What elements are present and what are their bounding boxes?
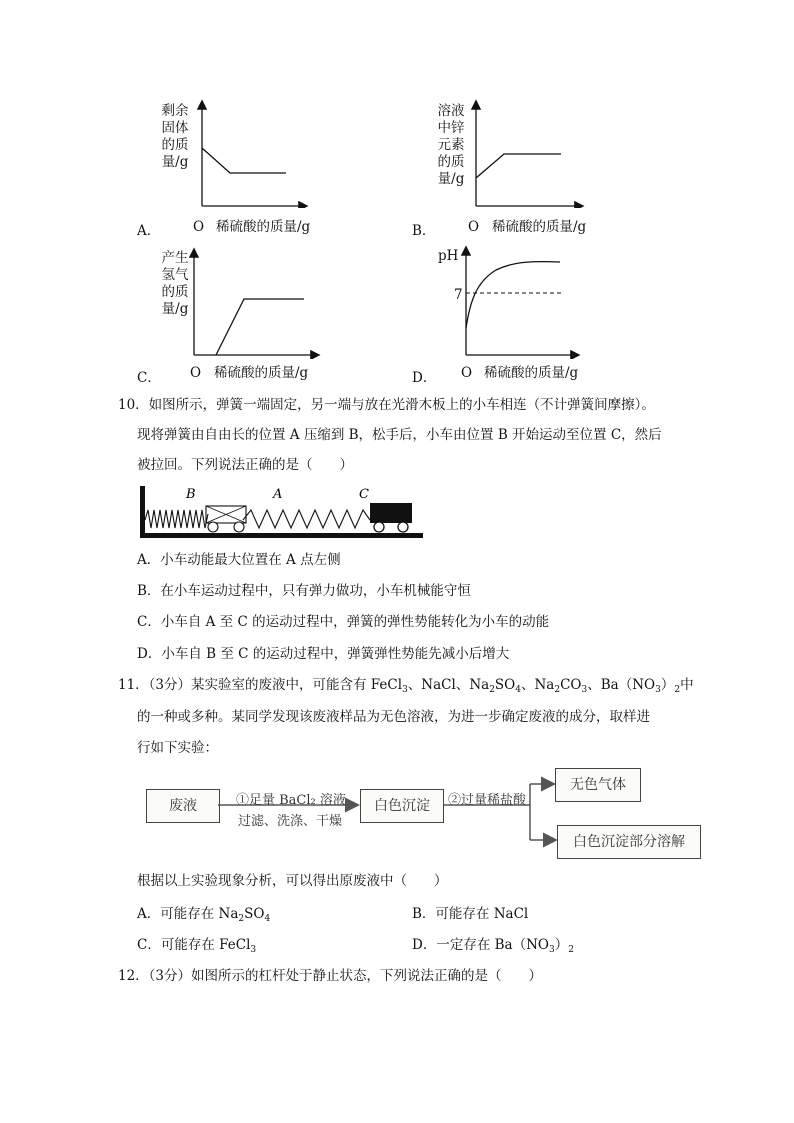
graph-b-curve [476, 154, 561, 178]
q11-option-a[interactable]: A．可能存在 $Na_2SO_4$ [137, 906, 271, 924]
graph-d-option: D． [412, 370, 437, 386]
graph-b-ylabel: 溶液 中锌 元素 的质 量/g [437, 103, 465, 187]
spring-compressed [145, 510, 208, 528]
graph-c-option: C． [137, 370, 161, 386]
label-b: B [186, 487, 196, 502]
graph-c-ylabel: 产生 氢气 的质 量/g [161, 250, 189, 317]
label-a: A [273, 487, 283, 502]
flow-step1-top: ①足量 BaCl₂ 溶液 [236, 793, 346, 808]
flow-box-partial-dissolve: 白色沉淀部分溶解 [557, 825, 701, 859]
q10-stem-line1: 10．如图所示，弹簧一端固定，另一端与放在光滑木板上的小车相连（不计弹簧间摩擦）。 [118, 397, 655, 413]
graph-d-origin: O [461, 365, 473, 381]
graph-d-ylabel: pH [438, 248, 459, 264]
graph-d-xlabel: 稀硫酸的质量/g [484, 365, 579, 381]
spring-extended [243, 510, 370, 528]
q11-stem-line3: 行如下实验： [137, 740, 218, 756]
wall [140, 486, 145, 538]
graph-a-origin: O [193, 219, 205, 235]
q11-stem-line4: 根据以上实验现象分析，可以得出原废液中（ ） [137, 873, 448, 889]
graph-a-curve [202, 148, 286, 173]
graph-b-option: B． [412, 223, 436, 239]
graph-d-plot [456, 244, 582, 359]
q10-stem-line2: 现将弹簧由自由长的位置 A 压缩到 B，松手后，小车由位置 B 开始运动至位置 C，然后 [137, 427, 662, 443]
floor [140, 533, 423, 538]
graph-d-tick7: 7 [454, 287, 463, 303]
graph-c-origin: O [190, 365, 202, 381]
q11-stem-line1: 11．（3分）某实验室的废液中，可能含有 FeCl$_3$、NaCl、$Na_2SO_4$、$Na_2CO_3$、$Ba(NO_3)_2$中 [118, 677, 694, 695]
cart-c-wheel-right [398, 522, 408, 532]
graph-c-curve [216, 299, 304, 355]
graph-a-option: A． [137, 223, 161, 239]
cart-c-wheel-left [374, 522, 384, 532]
graph-c-plot [182, 244, 322, 359]
flow-step2-top: ②过量稀盐酸 [448, 793, 527, 808]
cart-b-wheel-left [208, 522, 218, 532]
q12-stem-line1: 12．（3分）如图所示的杠杆处于静止状态，下列说法正确的是（ ） [118, 968, 543, 984]
cart-b-wheel-right [234, 522, 244, 532]
flow-box-waste: 废液 [146, 789, 220, 823]
graph-c-xlabel: 稀硫酸的质量/g [214, 365, 309, 381]
flow-box-precipitate: 白色沉淀 [360, 789, 444, 823]
cart-at-c [370, 503, 412, 523]
graph-a-plot [190, 96, 310, 208]
graph-d-curve [466, 262, 560, 328]
q11-option-d[interactable]: D．一定存在 $Ba(NO_3)_2$ [412, 937, 574, 955]
graph-a-xlabel: 稀硫酸的质量/g [216, 219, 311, 235]
graph-b-xlabel: 稀硫酸的质量/g [492, 219, 587, 235]
q11-stem-line2: 的一种或多种。某同学发现该废液样品为无色溶液，为进一步确定废液的成分，取样进 [137, 709, 650, 725]
graph-b-plot [466, 96, 586, 208]
label-c: C [359, 487, 369, 502]
q10-option-a[interactable]: A．小车动能最大位置在 A 点左侧 [137, 552, 341, 568]
q10-option-d[interactable]: D．小车自 B 至 C 的运动过程中，弹簧弹性势能先减小后增大 [137, 646, 510, 662]
flow-box-gas: 无色气体 [555, 768, 641, 802]
q10-option-c[interactable]: C．小车自 A 至 C 的运动过程中，弹簧的弹性势能转化为小车的动能 [137, 614, 550, 630]
q11-option-b[interactable]: B．可能存在 NaCl [412, 906, 529, 922]
flow-step1-bottom: 过滤、洗涤、干燥 [238, 814, 343, 829]
q10-stem-line3: 被拉回。下列说法正确的是（ ） [137, 457, 353, 473]
q11-option-c[interactable]: C．可能存在 FeCl$_3$ [137, 937, 257, 955]
graph-a-ylabel: 剩余 固体 的质 量/g [161, 103, 189, 170]
flow-arrows [218, 770, 558, 850]
q10-option-b[interactable]: B．在小车运动过程中，只有弹力做功，小车机械能守恒 [137, 583, 471, 599]
graph-b-origin: O [468, 219, 480, 235]
spring-cart-diagram [138, 482, 428, 542]
